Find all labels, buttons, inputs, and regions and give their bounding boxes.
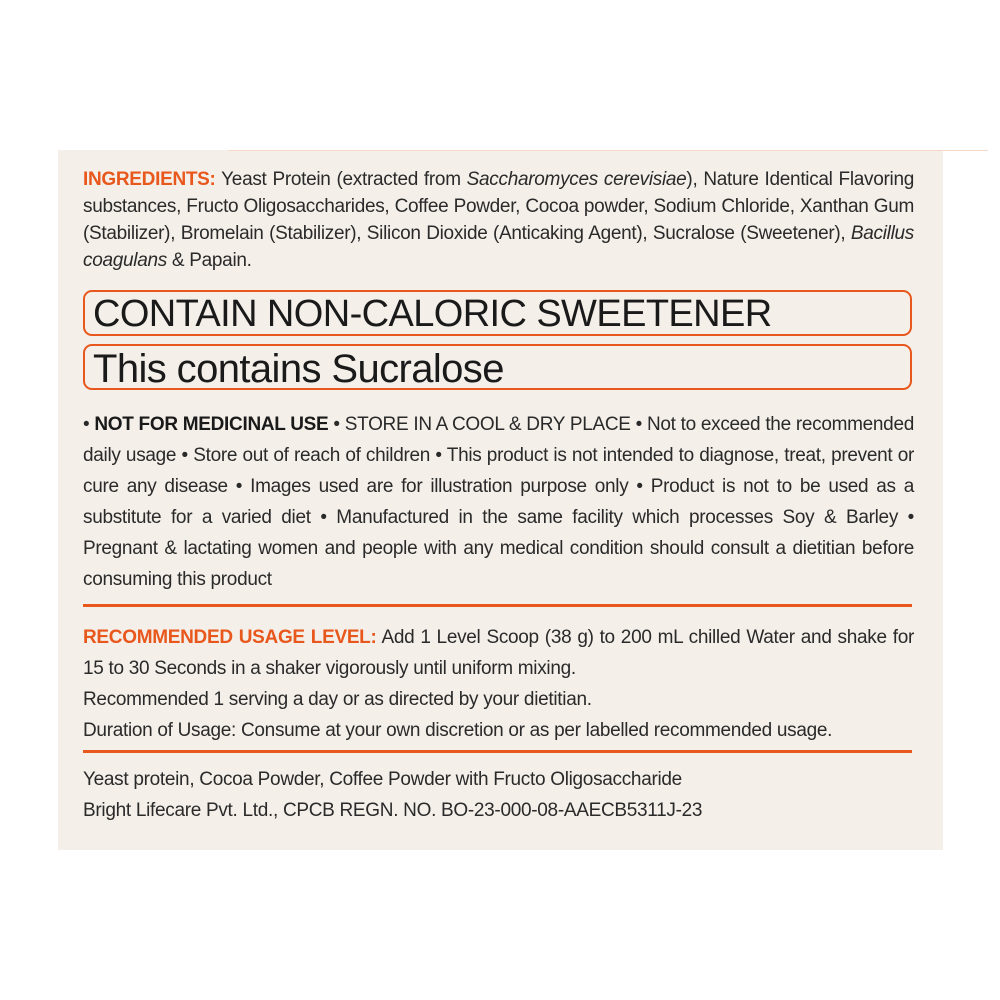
ingredients-text-1: Yeast Protein (extracted from [215, 169, 467, 190]
precautions-bullet: • [83, 414, 95, 435]
ingredients-text-3: & Papain. [166, 250, 252, 271]
usage-paragraph [83, 622, 914, 684]
usage-duration-line: Duration of Usage: Consume at your own discretion or as per labelled recommended usage. [83, 720, 833, 741]
sweetener-warning-box: CONTAIN NON-CALORIC SWEETENER [83, 290, 912, 336]
usage-section [83, 622, 914, 746]
footer-product-line: Yeast protein, Cocoa Powder, Coffee Powder with Fructo Oligosaccharide [83, 769, 682, 790]
usage-serving-line: Recommended 1 serving a day or as directed by your dietitian. [83, 689, 592, 710]
ingredients-label: INGREDIENTS: [83, 169, 216, 190]
precautions-text: • STORE IN A COOL & DRY PLACE • Not to exceed the recommended daily usage • Store out of reach of children • This product is not intended to diagnose, treat, prevent or cure any disease • Images used are for illustration purpose only • Product is not to be used as a substitute for a varied diet • Manufactured in the same facility which processes Soy & Barley • Pregnant & lactating women and people with any medical condition should consult a dietitian before consuming this product [83, 414, 914, 590]
precautions-paragraph [83, 409, 914, 595]
ingredients-italic-2: Bacillus coagulans [83, 223, 914, 271]
footer-section [83, 764, 914, 826]
sucralose-notice-box: This contains Sucralose [83, 344, 912, 390]
usage-label: RECOMMENDED USAGE LEVEL: [83, 627, 377, 648]
not-for-medicinal-use: NOT FOR MEDICINAL USE [94, 414, 329, 435]
section-divider-2 [83, 750, 912, 753]
usage-text: Add 1 Level Scoop (38 g) to 200 mL chilled Water and shake for 15 to 30 Seconds in a shaker vigorously until uniform mixing. [83, 627, 915, 679]
footer-manufacturer-line: Bright Lifecare Pvt. Ltd., CPCB REGN. NO. BO-23-000-08-AAECB5311J-23 [83, 800, 703, 821]
ingredients-italic-1: Saccharomyces cerevisiae [466, 169, 687, 190]
section-divider-1 [83, 604, 912, 607]
ingredients-text-2: ), Nature Identical Flavoring substances, Fructo Oligosaccharides, Coffee Powder, Cocoa powder, Sodium Chloride, Xanthan Gum (Stabilizer), Bromelain (Stabilizer), Silicon Dioxide (Anticaking Agent), Sucralose (Sweetener), [83, 169, 914, 244]
panel-top-rule [228, 150, 988, 151]
ingredients-paragraph [83, 166, 914, 274]
